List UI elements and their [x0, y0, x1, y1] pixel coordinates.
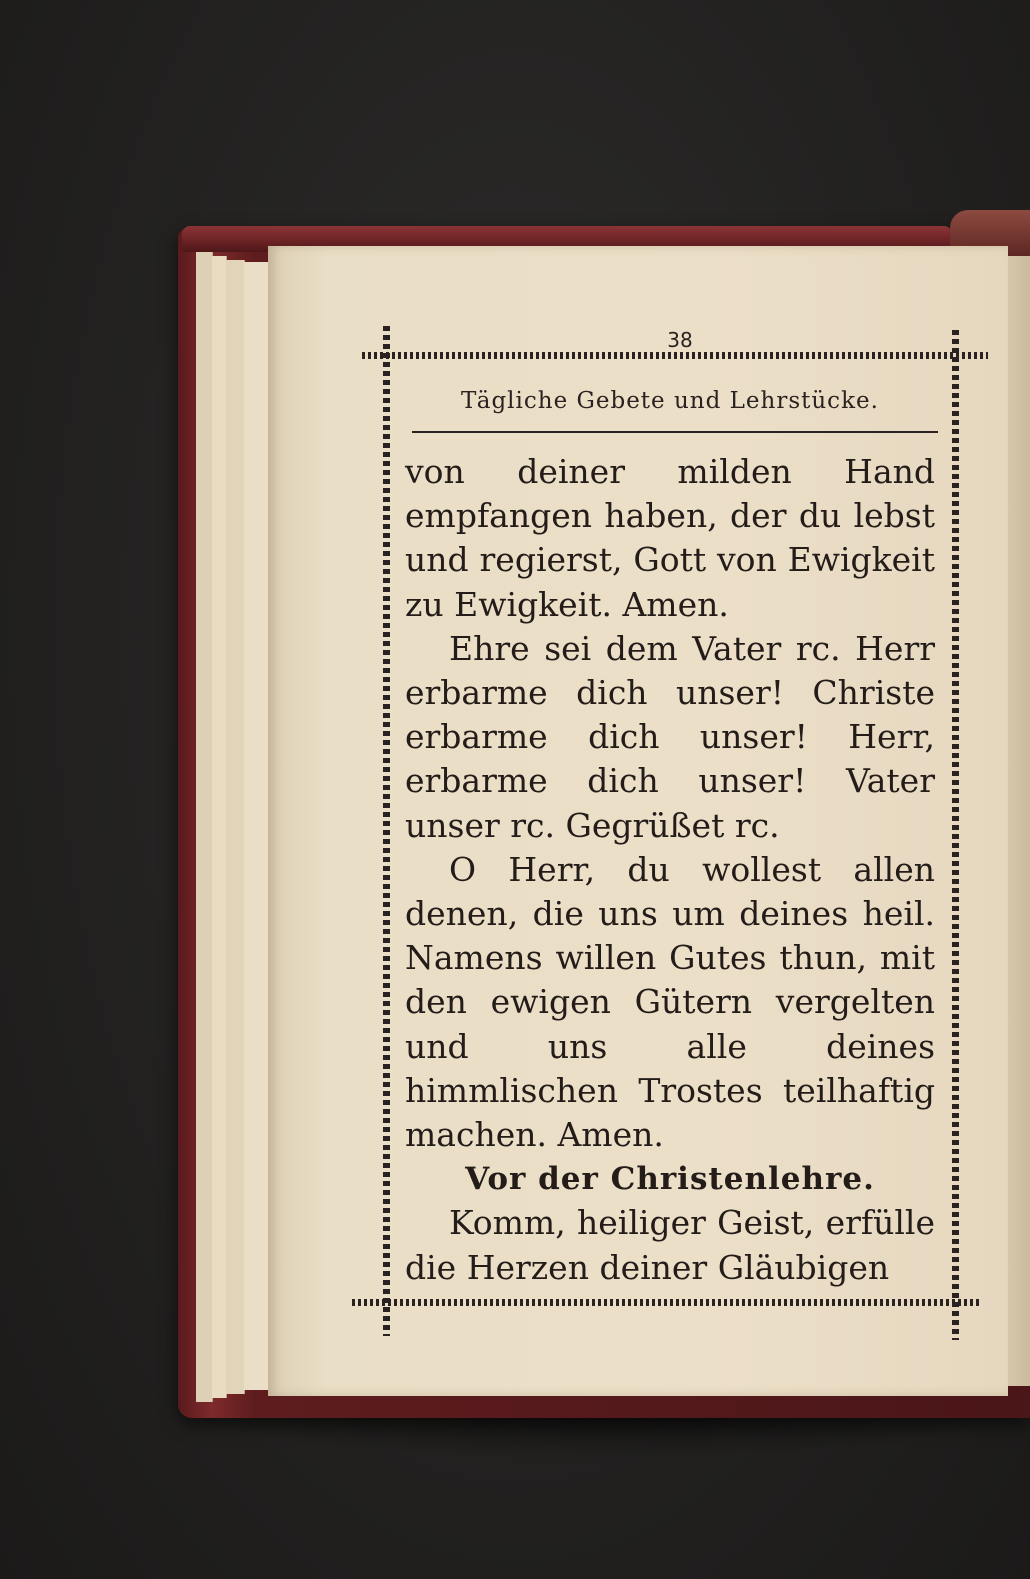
page-edge	[196, 252, 213, 1402]
page-edge	[212, 256, 227, 1398]
paragraph: Ehre sei dem Vater rc. Herr erbarme dich unser! Christe erbarme dich unser! Herr, erbarme dich unser! Vater unser rc. Gegrüßet rc.	[405, 628, 935, 845]
frame-right-border	[952, 330, 959, 1340]
head-rule	[412, 431, 938, 433]
frame-top-border	[362, 352, 988, 359]
page-body-text	[405, 450, 935, 1290]
page-edge	[244, 262, 269, 1390]
paragraph: Komm, heiliger Geist, erfülle die Herzen deiner Gläubigen	[405, 1203, 935, 1287]
running-head: Tägliche Gebete und Lehrstücke.	[461, 388, 879, 414]
frame-bottom-border	[352, 1299, 980, 1306]
paragraph: von deiner milden Hand empfangen haben, der du lebst und regierst, Gott von Ewigkeit zu Ewigkeit. Amen.	[405, 452, 935, 624]
frame-left-border	[383, 326, 390, 1336]
paragraph: O Herr, du wollest allen denen, die uns um deines heil. Namens willen Gutes thun, mit den ewigen Gütern vergelten und uns alle deines himmlischen Trostes teilhaftig machen. Amen.	[405, 849, 935, 1155]
page-edge	[226, 260, 245, 1394]
section-heading: Vor der Christenlehre.	[465, 1161, 875, 1198]
page-number: 38	[667, 328, 693, 352]
